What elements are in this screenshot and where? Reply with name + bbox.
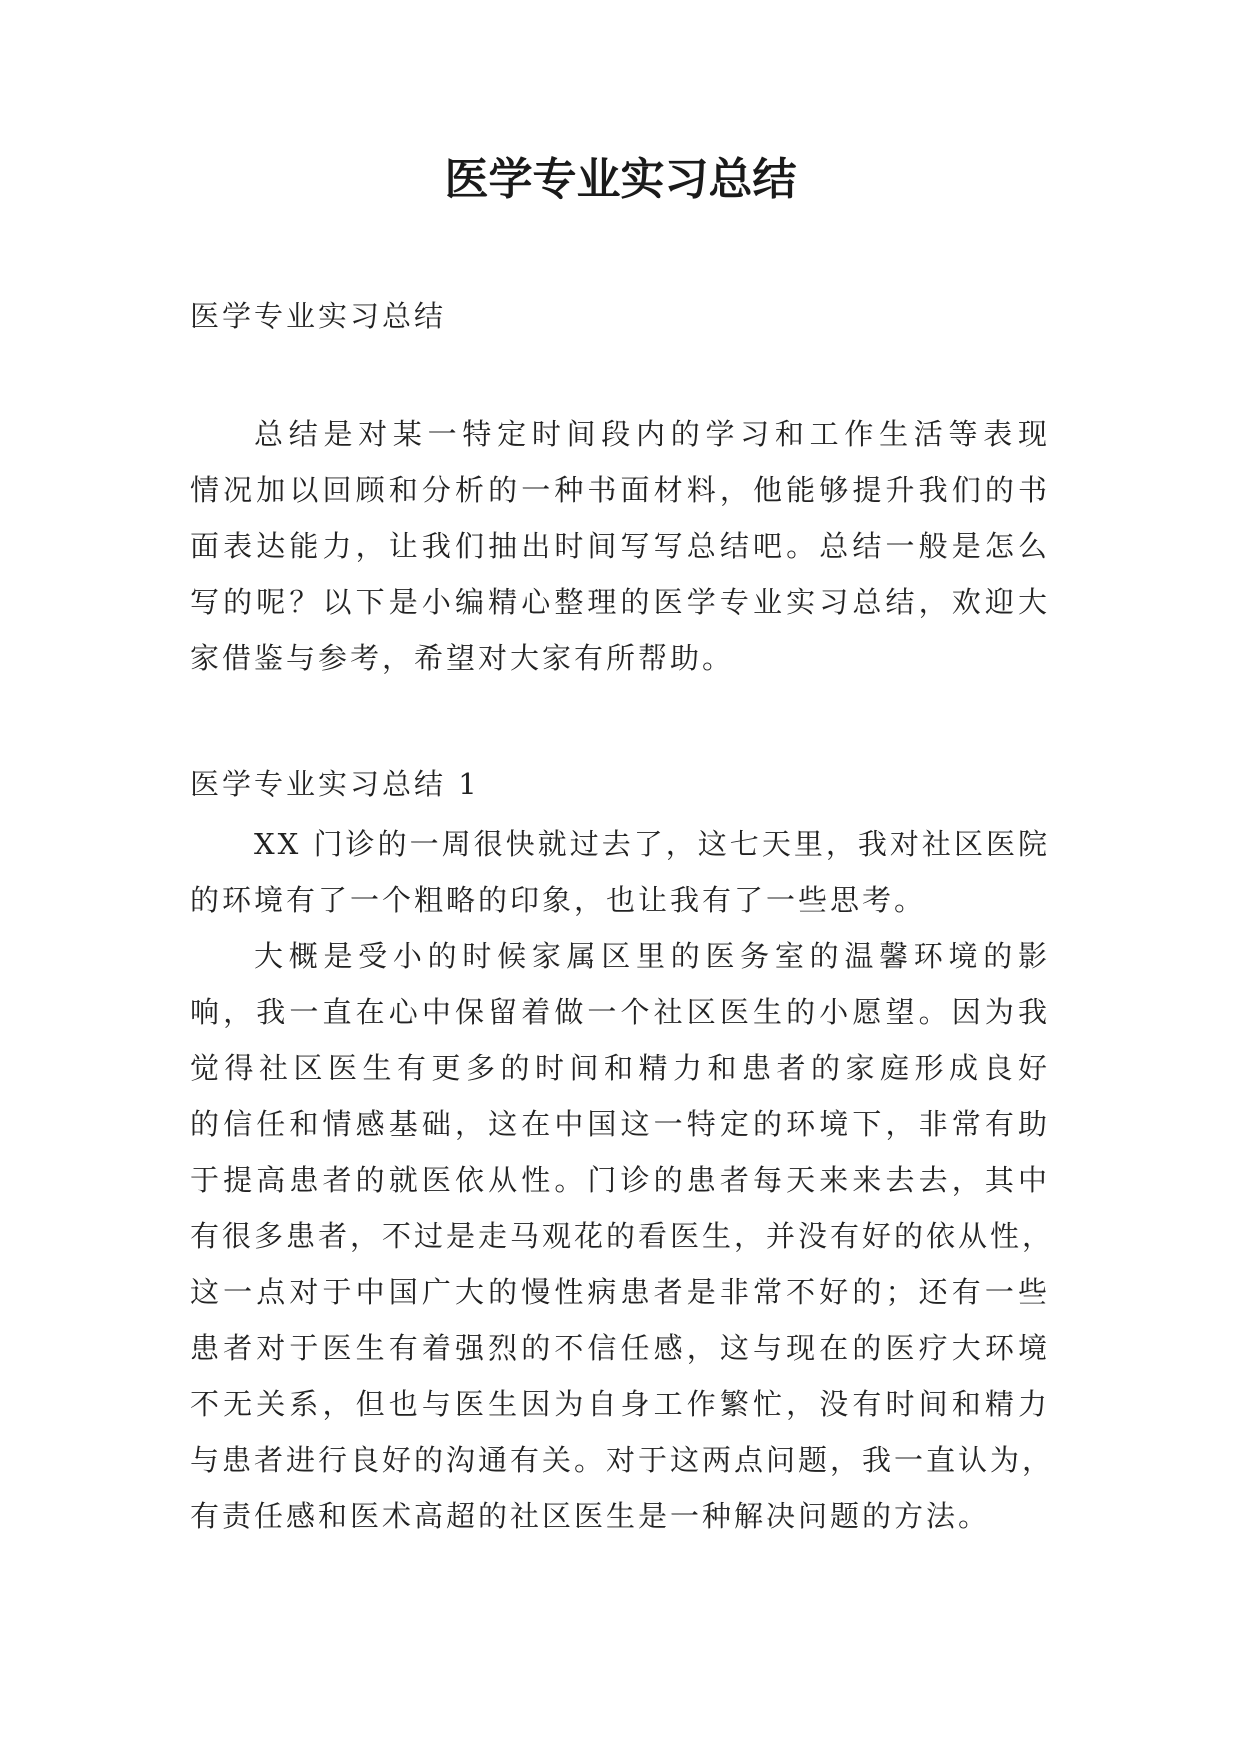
document-title: 医学专业实习总结 (444, 154, 797, 205)
intro-line: 面表达能力，让我们抽出时间写写总结吧。总结一般是怎么 (190, 529, 1050, 563)
paragraph-line: 不无关系，但也与医生因为自身工作繁忙，没有时间和精力 (190, 1387, 1050, 1421)
paragraph-line: 有责任感和医术高超的社区医生是一种解决问题的方法。 (190, 1499, 991, 1533)
paragraph-line: 患者对于医生有着强烈的不信任感，这与现在的医疗大环境 (190, 1331, 1050, 1365)
paragraph-line: 于提高患者的就医依从性。门诊的患者每天来来去去，其中 (190, 1163, 1050, 1197)
subtitle-text: 医学专业实习总结 (190, 299, 447, 333)
paragraph-line: 响，我一直在心中保留着做一个社区医生的小愿望。因为我 (190, 995, 1050, 1029)
body-paragraph-1 (190, 816, 1050, 928)
intro-line: 情况加以回顾和分析的一种书面材料，他能够提升我们的书 (190, 473, 1050, 507)
intro-paragraph (190, 406, 1050, 686)
document-subtitle (190, 288, 1050, 344)
intro-line: 总结是对某一特定时间段内的学习和工作生活等表现 (254, 417, 1050, 451)
intro-line: 写的呢？以下是小编精心整理的医学专业实习总结，欢迎大 (190, 585, 1050, 619)
intro-line: 家借鉴与参考，希望对大家有所帮助。 (190, 641, 735, 675)
body-paragraph-2 (190, 928, 1055, 1544)
paragraph-line: 的环境有了一个粗略的印象，也让我有了一些思考。 (190, 883, 927, 917)
paragraph-line: XX 门诊的一周很快就过去了，这七天里，我对社区医院 (254, 827, 1050, 861)
paragraph-line: 觉得社区医生有更多的时间和精力和患者的家庭形成良好 (190, 1051, 1050, 1085)
section-heading-text: 医学专业实习总结 1 (190, 767, 480, 801)
paragraph-line: 与患者进行良好的沟通有关。对于这两点问题，我一直认为， (190, 1443, 1055, 1477)
paragraph-line: 大概是受小的时候家属区里的医务室的温馨环境的影 (254, 939, 1050, 973)
paragraph-line: 有很多患者，不过是走马观花的看医生，并没有好的依从性， (190, 1219, 1055, 1253)
section-heading (190, 756, 1050, 812)
paragraph-line: 这一点对于中国广大的慢性病患者是非常不好的；还有一些 (190, 1275, 1050, 1309)
paragraph-line: 的信任和情感基础，这在中国这一特定的环境下，非常有助 (190, 1107, 1050, 1141)
